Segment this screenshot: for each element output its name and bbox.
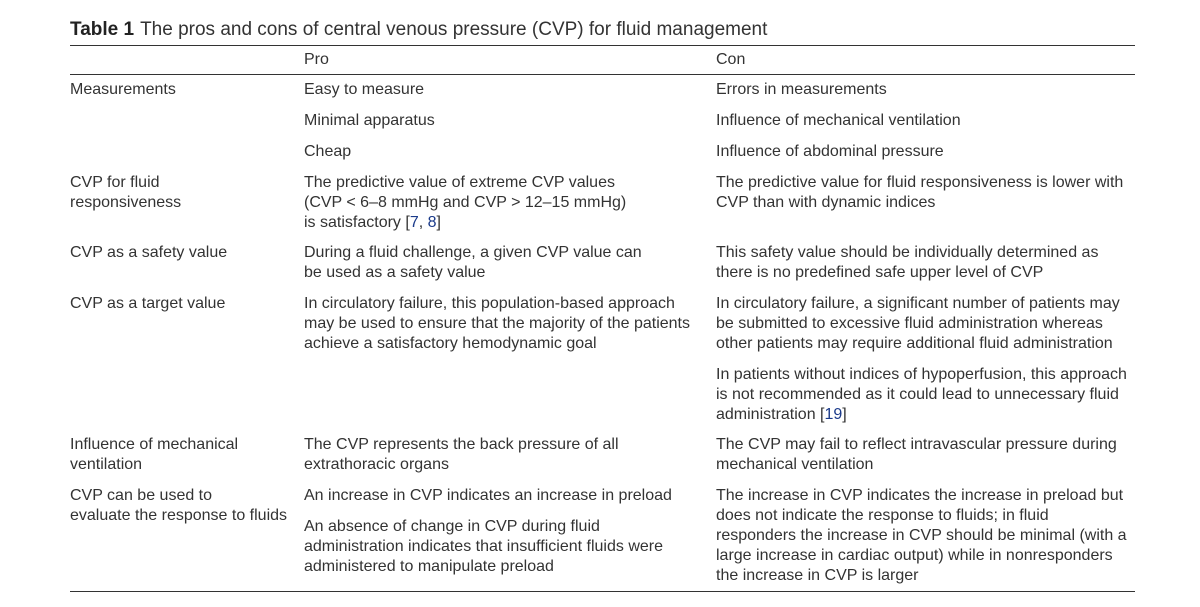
row-measurements-con-3: Influence of abdominal pressure — [716, 143, 944, 160]
row-safety-category: CVP as a safety value — [70, 244, 228, 261]
row-measurements-category: Measurements — [70, 81, 176, 98]
top-rule — [70, 45, 1135, 46]
row-ventilation-category: Influence of mechanical ventilation — [70, 436, 239, 473]
row-responsiveness-con: The predictive value for fluid responsiveness is lower with CVP than with dynamic indices — [716, 174, 1124, 211]
header-pro: Pro — [304, 51, 329, 68]
table-caption — [70, 18, 767, 42]
citation-link[interactable]: 19 — [824, 406, 843, 423]
table-number: Table 1 — [70, 19, 135, 40]
row-response-pro-2: An absence of change in CVP during fluid administration indicates that insufficient fluids were administered to manipulate preload — [304, 518, 663, 575]
citation-link[interactable]: 7 — [409, 214, 419, 231]
row-responsiveness-pro: The predictive value of extreme CVP values (CVP < 6–8 mmHg and CVP > 12–15 mmHg) is satisfactory [7, 8] — [304, 174, 627, 231]
header-rule — [70, 74, 1135, 75]
bottom-rule — [70, 591, 1135, 592]
row-response-con: The increase in CVP indicates the increase in preload but does not indicate the response to fluids; in fluid responders the increase in CVP should be minimal (with a large increase in cardiac output) while in nonresponders the increase in CVP is larger — [716, 487, 1127, 584]
citation-link[interactable]: 8 — [427, 214, 437, 231]
row-response-category: CVP can be used to evaluate the response to fluids — [70, 487, 288, 524]
row-measurements-con-2: Influence of mechanical ventilation — [716, 112, 961, 129]
row-measurements-pro-1: Easy to measure — [304, 81, 425, 98]
row-ventilation-pro: The CVP represents the back pressure of all extrathoracic organs — [304, 436, 619, 473]
row-response-pro-1: An increase in CVP indicates an increase in preload — [304, 487, 672, 504]
row-target-con-1: In circulatory failure, a significant number of patients may be submitted to excessive fluid administration whereas other patients may require additional fluid administration — [716, 295, 1120, 352]
row-ventilation-con: The CVP may fail to reflect intravascular pressure during mechanical ventilation — [716, 436, 1117, 473]
row-measurements-pro-2: Minimal apparatus — [304, 112, 435, 129]
row-measurements-pro-3: Cheap — [304, 143, 352, 160]
header-con: Con — [716, 51, 746, 68]
row-responsiveness-category: CVP for fluid responsiveness — [70, 174, 182, 211]
row-target-category: CVP as a target value — [70, 295, 226, 312]
row-target-pro: In circulatory failure, this population-based approach may be used to ensure that the majority of the patients achieve a satisfactory hemodynamic goal — [304, 295, 690, 352]
row-measurements-con-1: Errors in measurements — [716, 81, 887, 98]
row-target-con-2: In patients without indices of hypoperfusion, this approach is not recommended as it could lead to unnecessary fluid administration [19] — [716, 366, 1127, 423]
table-title: The pros and cons of central venous pressure (CVP) for fluid management — [140, 19, 768, 40]
row-safety-pro: During a fluid challenge, a given CVP value can be used as a safety value — [304, 244, 642, 281]
row-safety-con: This safety value should be individually determined as there is no predefined safe upper level of CVP — [716, 244, 1099, 281]
